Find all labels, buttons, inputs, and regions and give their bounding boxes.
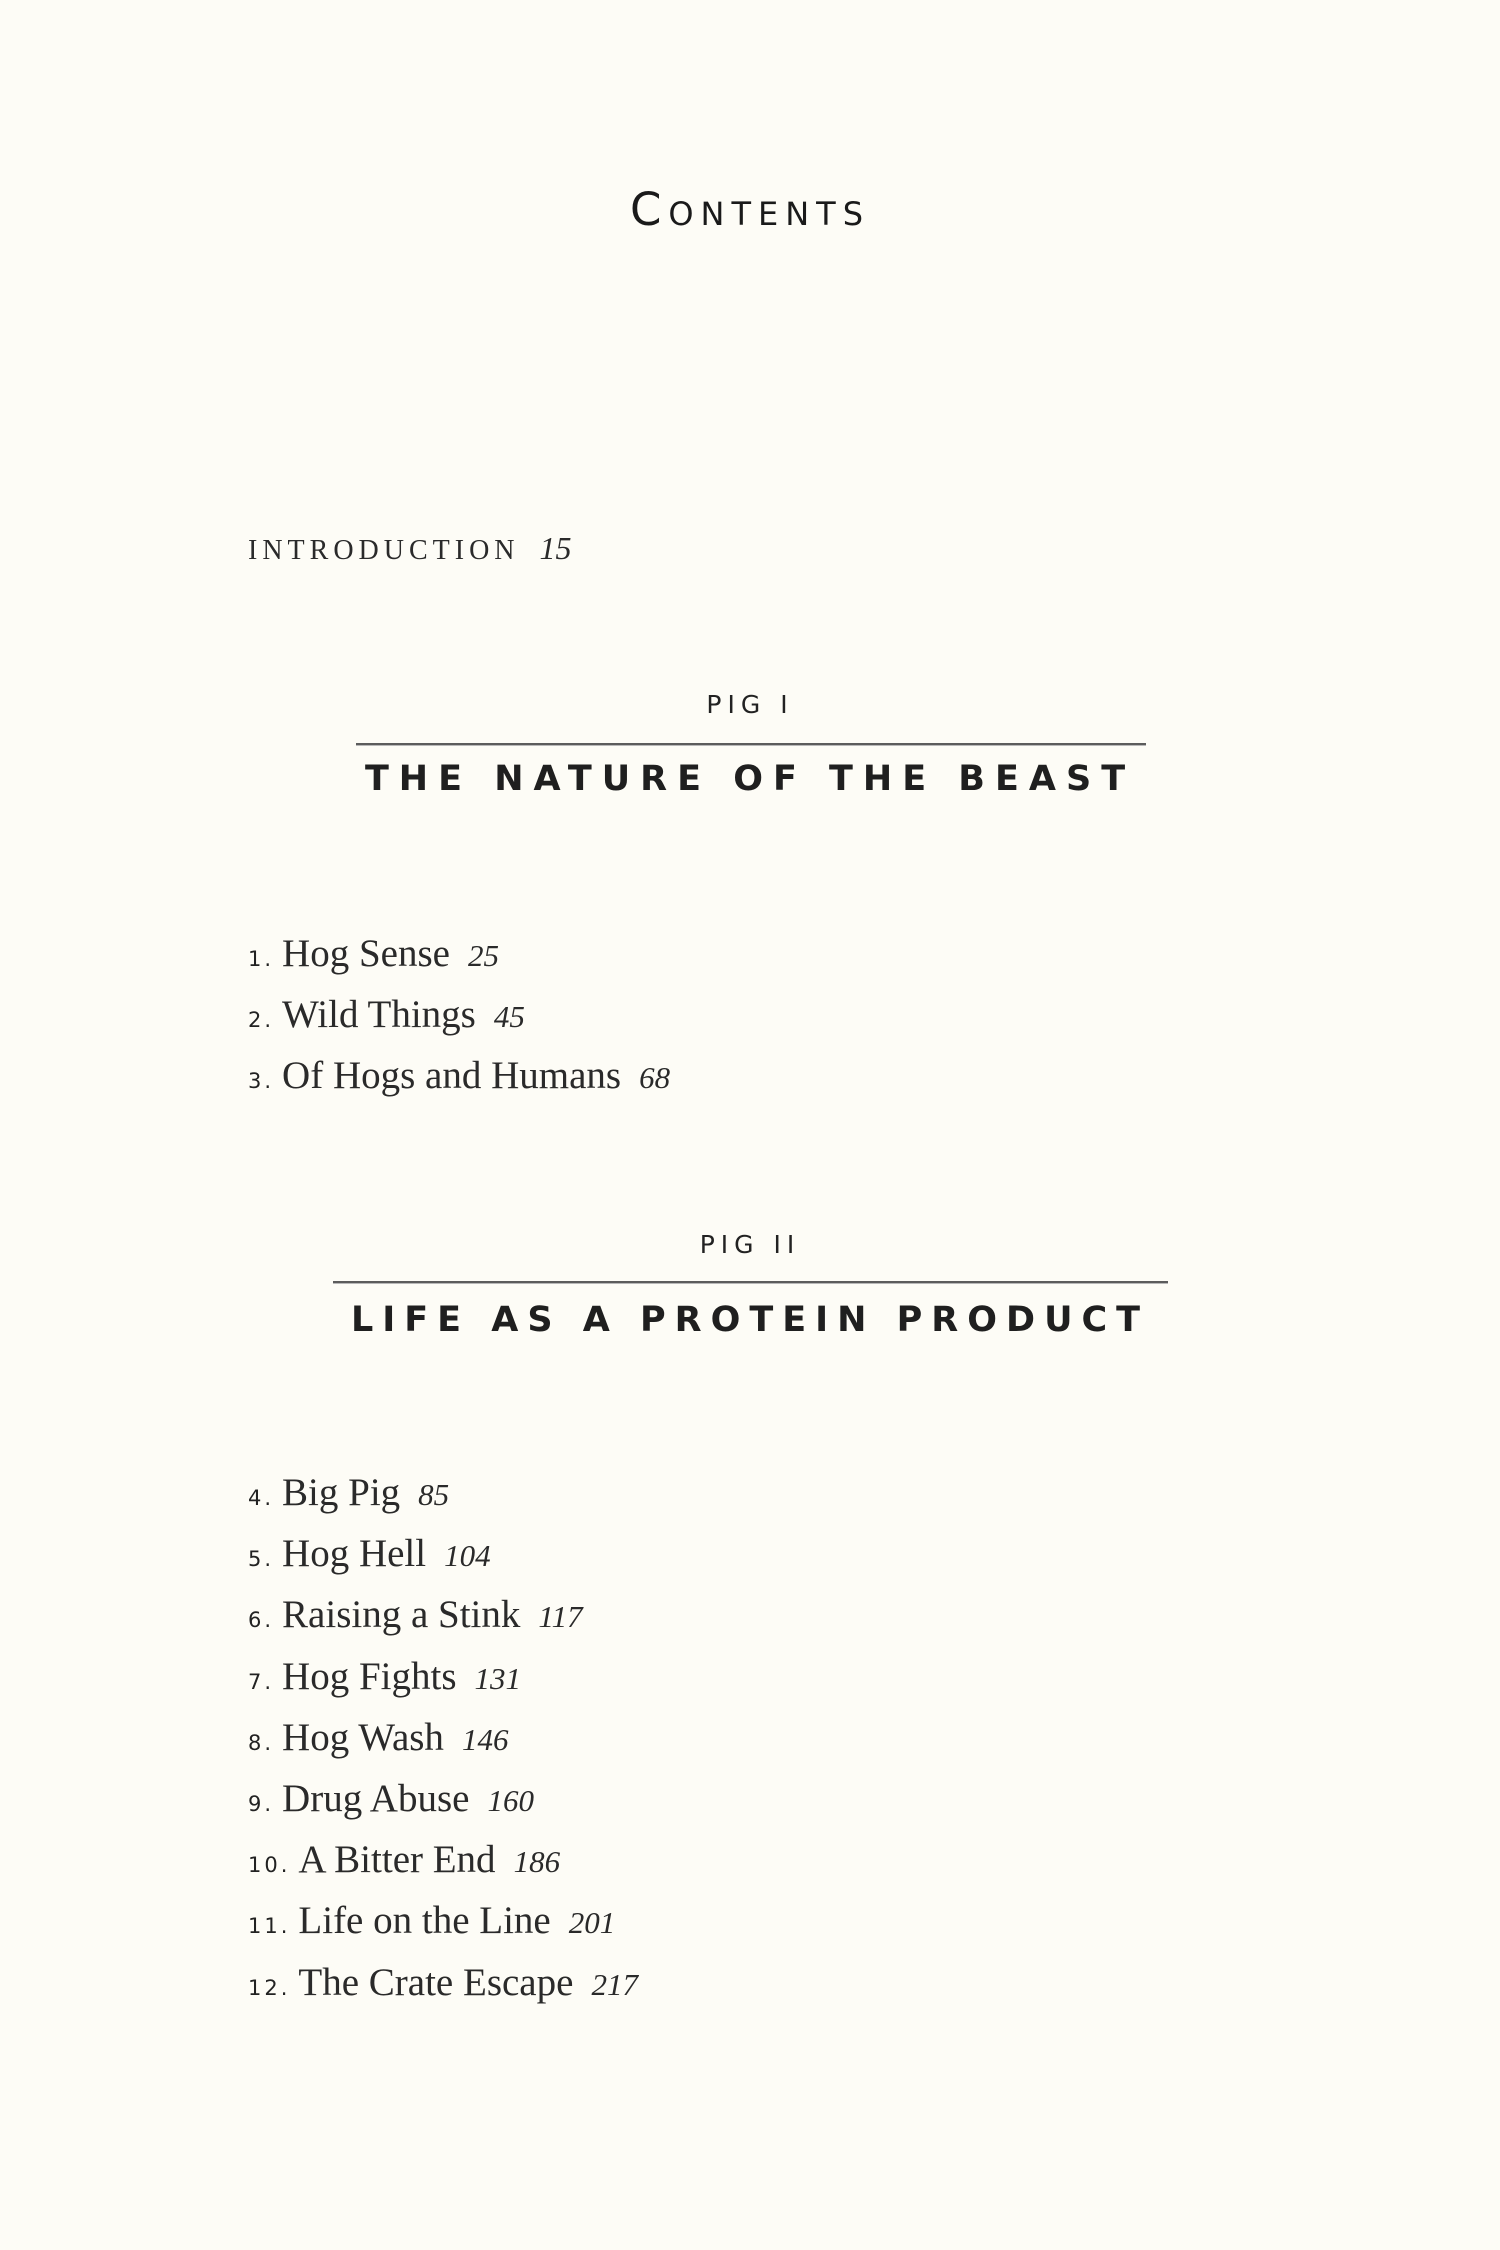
toc-introduction[interactable]: [248, 530, 572, 567]
introduction-label: INTRODUCTION: [248, 535, 520, 566]
chapter-page: 146: [461, 1721, 509, 1757]
chapter-item[interactable]: [248, 1960, 638, 2021]
chapter-page: 45: [493, 999, 525, 1035]
part-1-rule: [356, 743, 1146, 746]
part-2-label: PIG II: [699, 1230, 801, 1259]
chapter-title: Hog Sense: [282, 932, 450, 975]
chapter-title: Big Pig: [282, 1471, 401, 1514]
chapter-number: 5.: [248, 1547, 275, 1572]
chapter-title: Hog Wash: [282, 1715, 444, 1759]
chapter-item[interactable]: [248, 931, 670, 992]
chapter-title: Drug Abuse: [282, 1776, 470, 1820]
part-1-title: THE NATURE OF THE BEAST: [364, 759, 1136, 799]
chapter-item[interactable]: [248, 1776, 638, 1837]
chapter-item[interactable]: [248, 1531, 638, 1592]
introduction-page: 15: [539, 530, 572, 566]
chapter-page: 117: [538, 1599, 583, 1635]
chapter-title: A Bitter End: [298, 1838, 496, 1882]
chapter-number: 6.: [248, 1608, 275, 1633]
chapter-page: 104: [444, 1538, 491, 1574]
chapter-number: 4.: [248, 1486, 275, 1510]
chapter-number: 7.: [248, 1669, 275, 1694]
chapter-item[interactable]: [248, 1053, 670, 1114]
chapter-item[interactable]: [248, 992, 670, 1053]
chapter-number: 8.: [248, 1730, 275, 1755]
chapter-title: Hog Fights: [282, 1654, 457, 1698]
chapter-item[interactable]: [248, 1654, 638, 1715]
chapter-number: 10.: [248, 1853, 291, 1878]
part-2-rule: [333, 1281, 1168, 1284]
chapter-page: 186: [513, 1844, 561, 1880]
chapter-item[interactable]: [248, 1898, 638, 1959]
chapter-number: 3.: [248, 1069, 275, 1094]
chapter-number: 9.: [248, 1791, 275, 1816]
part-2-title: LIFE AS A PROTEIN PRODUCT: [350, 1300, 1150, 1340]
page-title: Contents: [629, 183, 871, 236]
chapter-title: Life on the Line: [298, 1899, 551, 1943]
chapter-number: 11.: [248, 1914, 291, 1939]
chapter-number: 1.: [248, 947, 275, 971]
chapter-page: 68: [639, 1060, 671, 1096]
part-1-chapter-list: [248, 931, 670, 1115]
chapter-item[interactable]: [248, 1715, 638, 1776]
chapter-item[interactable]: [248, 1592, 638, 1653]
chapter-title: Hog Hell: [282, 1532, 427, 1576]
chapter-page: 201: [568, 1905, 616, 1941]
chapter-item[interactable]: [248, 1470, 638, 1531]
part-2-chapter-list: [248, 1470, 638, 2021]
chapter-page: 85: [418, 1477, 450, 1512]
chapter-page: 25: [467, 938, 499, 973]
chapter-title: Of Hogs and Humans: [282, 1054, 622, 1098]
part-1-label: PIG I: [706, 690, 794, 719]
chapter-page: 160: [487, 1782, 534, 1818]
chapter-page: 217: [591, 1966, 638, 2002]
chapter-item[interactable]: [248, 1837, 638, 1898]
chapter-title: Raising a Stink: [282, 1593, 521, 1637]
chapter-page: 131: [474, 1660, 521, 1696]
chapter-number: 2.: [248, 1008, 275, 1033]
chapter-title: Wild Things: [282, 993, 476, 1037]
chapter-number: 12.: [248, 1975, 291, 2000]
chapter-title: The Crate Escape: [298, 1960, 574, 2004]
